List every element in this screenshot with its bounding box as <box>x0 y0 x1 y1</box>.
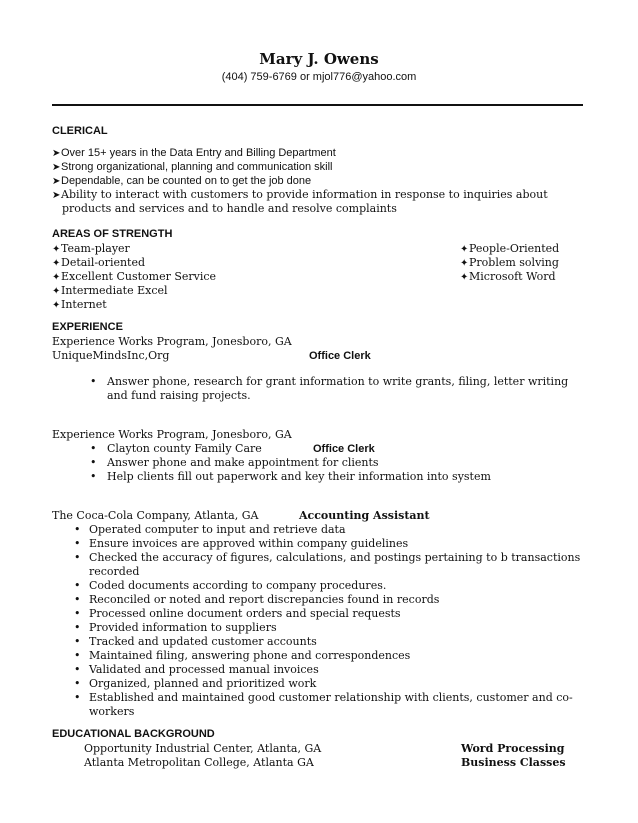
bullet-icon: • <box>90 375 97 388</box>
duty-item: Clayton county Family Care <box>107 442 262 455</box>
school-name: Atlanta Metropolitan College, Atlanta GA <box>84 756 314 769</box>
bullet-icon: • <box>90 456 97 469</box>
arrow-bullet-icon: ➤ <box>52 162 61 173</box>
arrow-bullet-icon: ➤ <box>52 190 61 201</box>
clerical-item: ➤Over 15+ years in the Data Entry and Billing Department <box>52 147 336 159</box>
duty-item: Ensure invoices are approved within company guidelines <box>89 537 409 550</box>
strengths-heading: AREAS OF STRENGTH <box>52 228 173 240</box>
duty-item: Provided information to suppliers <box>89 621 277 634</box>
job-title: Office Clerk <box>309 350 371 362</box>
duty-item: Tracked and updated customer accounts <box>89 635 317 648</box>
bullet-icon: • <box>74 621 81 634</box>
duty-item: Help clients fill out paperwork and key their information into system <box>107 470 491 483</box>
job-title: Accounting Assistant <box>299 509 430 522</box>
bullet-icon: • <box>74 663 81 676</box>
program-name: Business Classes <box>461 756 566 769</box>
bullet-icon: • <box>74 635 81 648</box>
diamond-bullet-icon: ✦ <box>460 244 469 255</box>
clerical-item: ➤Strong organizational, planning and communication skill <box>52 161 333 173</box>
bullet-icon: • <box>74 691 81 704</box>
bullet-icon: • <box>74 537 81 550</box>
strength-item: ✦Problem solving <box>460 256 559 269</box>
duty-item: Organized, planned and prioritized work <box>89 677 317 690</box>
duty-item: Established and maintained good customer relationship with clients, customer and co- <box>89 691 573 704</box>
duty-item: Operated computer to input and retrieve data <box>89 523 346 536</box>
diamond-bullet-icon: ✦ <box>52 258 61 269</box>
contact-line: (404) 759-6769 or mjol776@yahoo.com <box>221 71 417 83</box>
strength-item: ✦Microsoft Word <box>460 270 556 283</box>
diamond-bullet-icon: ✦ <box>460 258 469 269</box>
bullet-icon: • <box>90 442 97 455</box>
bullet-icon: • <box>74 677 81 690</box>
strength-item: ✦People-Oriented <box>460 242 560 255</box>
candidate-name: Mary J. Owens <box>259 50 379 68</box>
diamond-bullet-icon: ✦ <box>460 272 469 283</box>
duty-item: Answer phone and make appointment for clients <box>107 456 379 469</box>
clerical-item: ➤Ability to interact with customers to provide information in response to inquiries about <box>52 188 548 201</box>
arrow-bullet-icon: ➤ <box>52 176 61 187</box>
bullet-icon: • <box>90 470 97 483</box>
duty-item-continued: and fund raising projects. <box>107 389 251 402</box>
strength-item: ✦Internet <box>52 298 107 311</box>
strength-item: ✦Detail-oriented <box>52 256 146 269</box>
employer-line: Experience Works Program, Jonesboro, GA <box>52 428 292 441</box>
header-divider <box>52 104 583 106</box>
strength-item: ✦Team-player <box>52 242 130 255</box>
clerical-heading: CLERICAL <box>52 125 108 137</box>
clerical-item-continued: products and services and to handle and resolve complaints <box>62 202 397 215</box>
program-name: Word Processing <box>461 742 565 755</box>
diamond-bullet-icon: ✦ <box>52 272 61 283</box>
strength-item: ✦Excellent Customer Service <box>52 270 217 283</box>
education-heading: EDUCATIONAL BACKGROUND <box>52 728 215 740</box>
bullet-icon: • <box>74 607 81 620</box>
bullet-icon: • <box>74 593 81 606</box>
diamond-bullet-icon: ✦ <box>52 286 61 297</box>
duty-item-continued: workers <box>89 705 135 718</box>
duty-item: Processed online document orders and special requests <box>89 607 401 620</box>
arrow-bullet-icon: ➤ <box>52 148 61 159</box>
strength-item: ✦Intermediate Excel <box>52 284 168 297</box>
employer-line: The Coca-Cola Company, Atlanta, GA <box>52 509 259 522</box>
experience-heading: EXPERIENCE <box>52 321 123 333</box>
employer-line: Experience Works Program, Jonesboro, GA <box>52 335 292 348</box>
duty-item: Validated and processed manual invoices <box>89 663 319 676</box>
diamond-bullet-icon: ✦ <box>52 300 61 311</box>
school-name: Opportunity Industrial Center, Atlanta, GA <box>84 742 322 755</box>
bullet-icon: • <box>74 579 81 592</box>
duty-item: Coded documents according to company procedures. <box>89 579 387 592</box>
bullet-icon: • <box>74 649 81 662</box>
bullet-icon: • <box>74 551 81 564</box>
job-title: Office Clerk <box>313 443 375 455</box>
organization-name: UniqueMindsInc,Org <box>52 349 170 362</box>
bullet-icon: • <box>74 523 81 536</box>
duty-item-continued: recorded <box>89 565 140 578</box>
duty-item: Checked the accuracy of figures, calculations, and postings pertaining to b transactions <box>89 551 581 564</box>
duty-item: Reconciled or noted and report discrepancies found in records <box>89 593 440 606</box>
duty-item: Maintained filing, answering phone and correspondences <box>89 649 411 662</box>
clerical-item: ➤Dependable, can be counted on to get the job done <box>52 175 312 187</box>
duty-item: Answer phone, research for grant information to write grants, filing, letter writing <box>107 375 569 388</box>
diamond-bullet-icon: ✦ <box>52 244 61 255</box>
